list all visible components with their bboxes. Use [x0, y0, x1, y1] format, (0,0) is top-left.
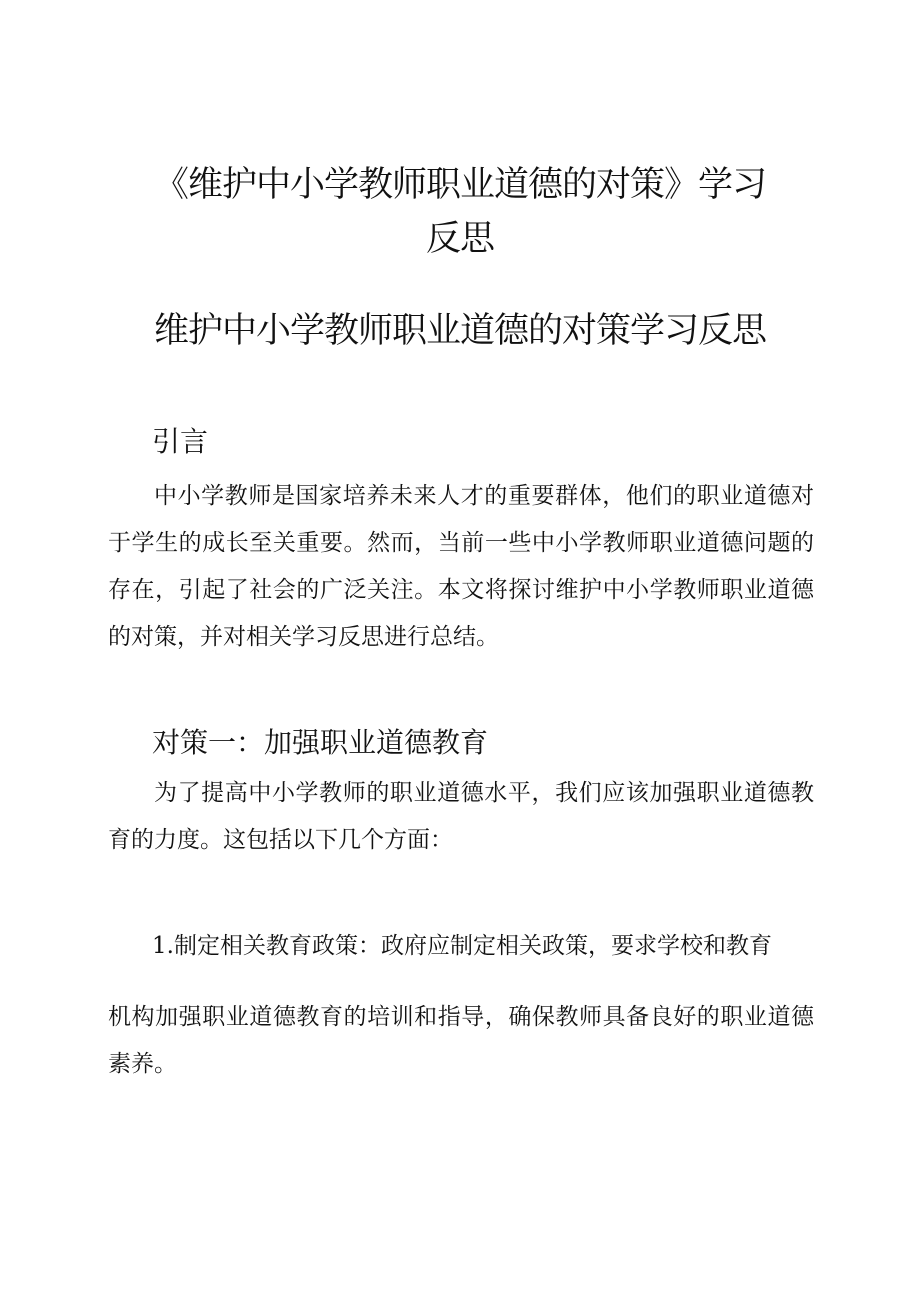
- section-heading-intro: 引言: [152, 425, 209, 458]
- strategy1-item1-continuation: 机构加强职业道德教育的培训和指导，确保教师具备良好的职业道德素养。: [108, 1004, 814, 1077]
- strategy1-item1-first-line: 1.制定相关教育政策：政府应制定相关政策，要求学校和教育: [152, 933, 772, 959]
- strategy1-paragraph: 为了提高中小学教师的职业道德水平，我们应该加强职业道德教育的力度。这包括以下几个方面：: [108, 780, 814, 853]
- document-title-line2: 反思: [425, 219, 494, 259]
- document-subtitle: 维护中小学教师职业道德的对策学习反思: [153, 311, 766, 351]
- section-heading-strategy1: 对策一：加强职业道德教育: [152, 726, 489, 759]
- document-title-line1: 《维护中小学教师职业道德的对策》学习: [153, 165, 766, 205]
- intro-paragraph: 中小学教师是国家培养未来人才的重要群体，他们的职业道德对于学生的成长至关重要。然而，当前一些中小学教师职业道德问题的存在，引起了社会的广泛关注。本文将探讨维护中小学教师职业道德的对策，并对相关学习反思进行总结。: [108, 483, 814, 650]
